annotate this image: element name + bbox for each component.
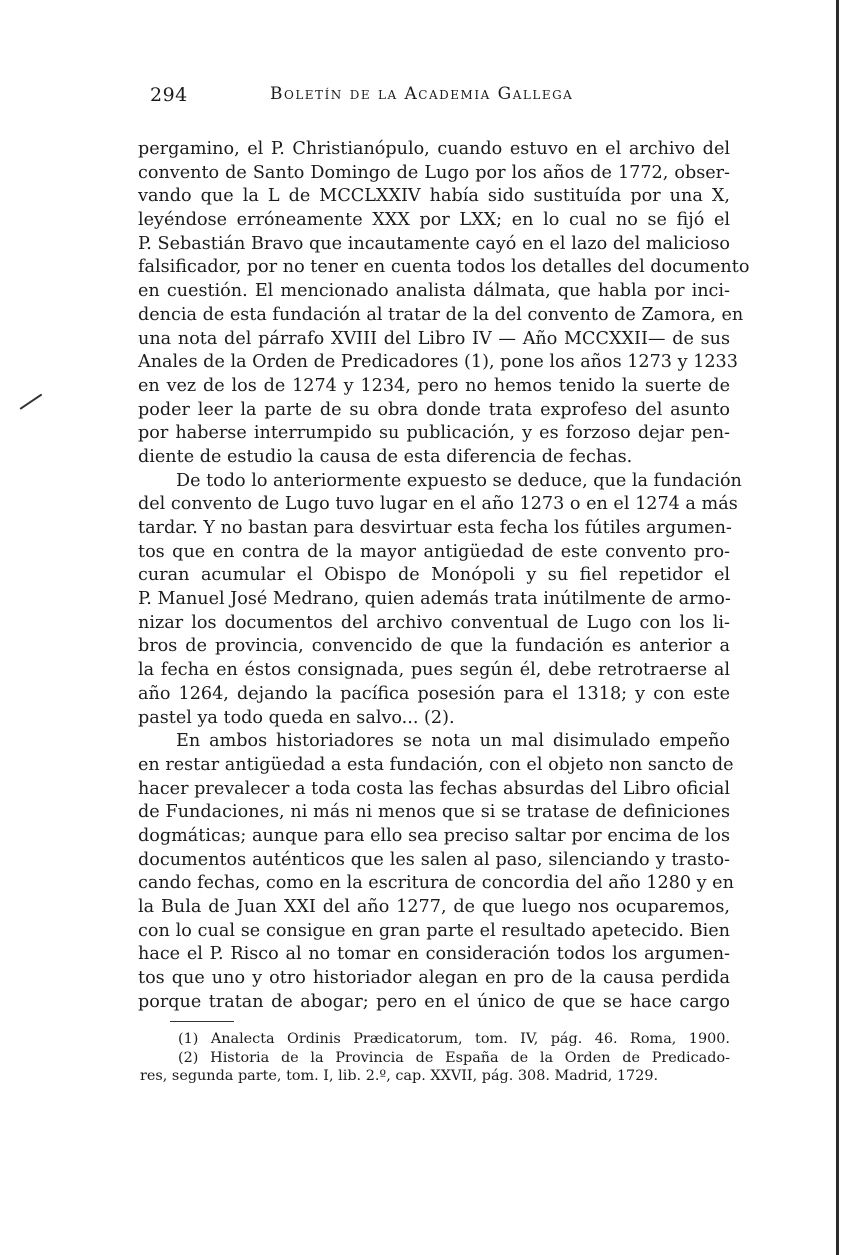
text-line: diente de estudio la causa de esta diferencia de fechas. [138, 446, 633, 467]
text-line: tos que en contra de la mayor antigüedad de este convento pro- [138, 541, 730, 562]
footnote-2: (2) Historia de la Provincia de España de la Orden de Predicado- [178, 1049, 730, 1066]
text-line: la Bula de Juan XXI del año 1277, de que luego nos ocuparemos, [138, 897, 730, 917]
text-line: poder leer la parte de su obra donde trata exprofeso del asunto [138, 399, 730, 420]
text-line: de Fundaciones, ni más ni menos que si se tratase de definiciones [138, 802, 730, 823]
text-line: leyéndose erróneamente XXX por LXX; en lo cual no se fijó el [138, 210, 730, 231]
text-line: hacer prevalecer a toda costa las fechas absurdas del Libro oficial [138, 778, 730, 799]
text-line: en restar antigüedad a esta fundación, con el objeto non sancto de [138, 754, 734, 775]
footnotes [140, 1030, 730, 1086]
text-line: pergamino, el P. Christianópulo, cuando estuvo en el archivo del [138, 139, 730, 159]
text-line: dencia de esta fundación al tratar de la del convento de Zamora, en [138, 304, 744, 325]
text-line: falsificador, por no tener en cuenta todos los detalles del documento [138, 257, 750, 278]
text-line: pastel ya todo queda en salvo... (2). [138, 707, 455, 728]
text-line: curan acumular el Obispo de Monópoli y su fiel repetidor el [138, 565, 730, 586]
text-line: nizar los documentos del archivo conventual de Lugo con los li- [138, 612, 730, 633]
text-line: P. Sebastián Bravo que incautamente cayó en el lazo del malicioso [138, 233, 730, 254]
body-text [138, 138, 750, 1014]
text-line: en cuestión. El mencionado analista dálmata, que habla por inci- [138, 281, 730, 302]
text-line: convento de Santo Domingo de Lugo por los años de 1772, obser- [138, 162, 730, 183]
text-line: año 1264, dejando la pacífica posesión para el 1318; y con este [138, 683, 730, 704]
text-line: la fecha en éstos consignada, pues según él, debe retrotraerse al [138, 660, 730, 681]
text-line: en vez de los de 1274 y 1234, pero no hemos tenido la suerte de [138, 375, 730, 396]
text-line: una nota del párrafo XVIII del Libro IV — Año MCCXXII— de sus [138, 328, 730, 349]
text-line: porque tratan de abogar; pero en el único de que se hace cargo [138, 991, 730, 1012]
margin-pencil-mark [20, 394, 42, 410]
page-number: 294 [150, 84, 188, 106]
page-edge-shadow [836, 0, 839, 1255]
footnote-1: (1) Analecta Ordinis Prædicatorum, tom. IV, pág. 46. Roma, 1900. [178, 1031, 730, 1047]
text-line: con lo cual se consigue en gran parte el resultado apetecido. Bien [138, 920, 730, 941]
page-header [150, 84, 730, 114]
footnote-2-continued: res, segunda parte, tom. I, lib. 2.º, cap. XXVII, pág. 308. Madrid, 1729. [140, 1068, 659, 1084]
text-line: hace el P. Risco al no tomar en consideración todos los argumen- [138, 944, 730, 965]
text-line: por haberse interrumpido su publicación, y es forzoso dejar pen- [138, 423, 730, 444]
text-line: cando fechas, como en la escritura de concordia del año 1280 y en [138, 873, 734, 894]
footnote-divider [170, 1021, 234, 1022]
text-line: bros de provincia, convencido de que la fundación es anterior a [138, 636, 730, 657]
running-title: Boletín de la Academia Gallega [270, 84, 574, 104]
text-line: documentos auténticos que les salen al paso, silenciando y trasto- [138, 849, 730, 870]
text-line: De todo lo anteriormente expuesto se deduce, que la fundación [176, 470, 742, 491]
text-line: vando que la L de MCCLXXIV había sido sustituída por una X, [138, 186, 730, 207]
text-line: tardar. Y no bastan para desvirtuar esta fecha los fútiles argumen- [138, 518, 732, 538]
text-line: En ambos historiadores se nota un mal disimulado empeño [176, 731, 730, 752]
text-line: del convento de Lugo tuvo lugar en el año 1273 o en el 1274 a más [138, 494, 738, 515]
text-line: tos que uno y otro historiador alegan en pro de la causa perdida [138, 968, 730, 989]
text-line: dogmáticas; aunque para ello sea preciso saltar por encima de los [138, 825, 730, 846]
text-line: P. Manuel José Medrano, quien además trata inútilmente de armo- [138, 589, 731, 610]
text-line: Anales de la Orden de Predicadores (1), pone los años 1273 y 1233 [138, 352, 738, 373]
